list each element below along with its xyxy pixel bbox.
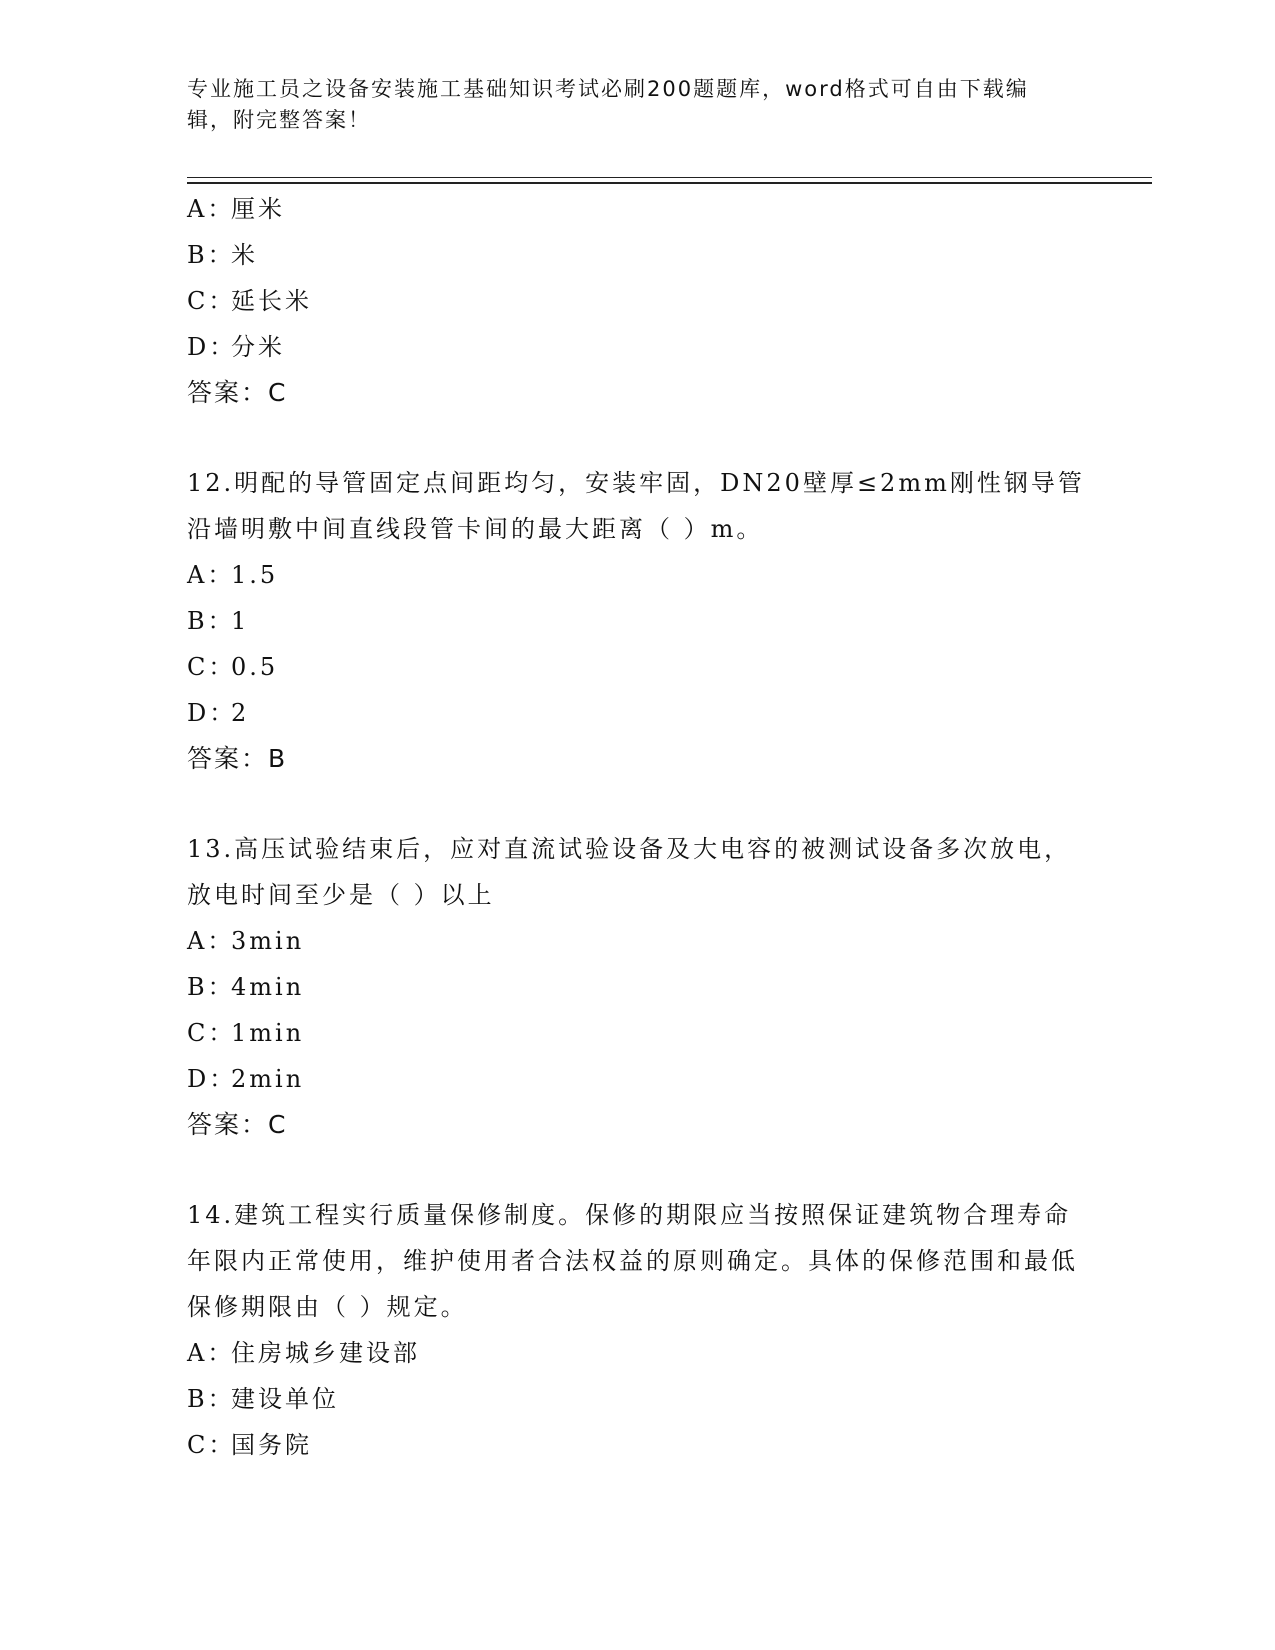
question-11 xyxy=(187,186,1087,416)
option-a xyxy=(187,552,1087,598)
option-label: B： xyxy=(187,607,235,635)
option-text: 延长米 xyxy=(231,287,312,315)
option-label: D： xyxy=(187,333,237,361)
question-stem: 14.建筑工程实行质量保修制度。保修的期限应当按照保证建筑物合理寿命年限内正常使用，维护使用者合法权益的原则确定。具体的保修范围和最低保修期限由（ ）规定。 xyxy=(187,1201,1078,1321)
option-label: A： xyxy=(187,927,235,955)
question-list xyxy=(187,186,1087,1468)
option-text: 1 xyxy=(231,607,250,635)
option-text: 住房城乡建设部 xyxy=(231,1339,420,1367)
option-text: 2min xyxy=(231,1065,305,1093)
option-label: D： xyxy=(187,1065,237,1093)
option-text: 2 xyxy=(231,699,250,727)
option-text: 分米 xyxy=(231,333,285,361)
option-d xyxy=(187,1056,1087,1102)
header-rule-bottom xyxy=(187,182,1152,184)
option-text: 厘米 xyxy=(231,195,285,223)
option-label: C： xyxy=(187,287,236,315)
option-c xyxy=(187,278,1087,324)
option-b xyxy=(187,232,1087,278)
option-b xyxy=(187,598,1087,644)
option-label: C： xyxy=(187,1019,236,1047)
option-a xyxy=(187,186,1087,232)
option-label: D： xyxy=(187,699,237,727)
option-text: 3min xyxy=(231,927,305,955)
question-stem: 12.明配的导管固定点间距均匀，安装牢固，DN20壁厚≤2mm刚性钢导管沿墙明敷中间直线段管卡间的最大距离（ ）m。 xyxy=(187,469,1085,543)
spacer xyxy=(187,1148,1087,1192)
option-label: A： xyxy=(187,1339,235,1367)
answer-line: 答案：C xyxy=(187,1110,288,1139)
option-d xyxy=(187,690,1087,736)
option-label: A： xyxy=(187,561,235,589)
answer-line: 答案：B xyxy=(187,744,288,773)
answer-line: 答案：C xyxy=(187,378,288,407)
option-label: C： xyxy=(187,1431,236,1459)
option-text: 1.5 xyxy=(231,561,279,589)
option-text: 0.5 xyxy=(231,653,279,681)
question-13 xyxy=(187,826,1087,1148)
option-text: 建设单位 xyxy=(231,1385,339,1413)
option-label: B： xyxy=(187,973,235,1001)
option-c xyxy=(187,1422,1087,1468)
option-b xyxy=(187,964,1087,1010)
option-text: 米 xyxy=(231,241,258,269)
option-text: 1min xyxy=(231,1019,305,1047)
option-label: B： xyxy=(187,241,235,269)
option-label: C： xyxy=(187,653,236,681)
option-a xyxy=(187,918,1087,964)
option-a xyxy=(187,1330,1087,1376)
page-header: 专业施工员之设备安装施工基础知识考试必刷200题题库，word格式可自由下载编辑，附完整答案！ xyxy=(187,77,1029,132)
option-text: 国务院 xyxy=(231,1431,312,1459)
question-stem: 13.高压试验结束后，应对直流试验设备及大电容的被测试设备多次放电，放电时间至少是（ ）以上 xyxy=(187,835,1072,909)
header-rule-top xyxy=(187,177,1152,178)
option-text: 4min xyxy=(231,973,305,1001)
option-label: B： xyxy=(187,1385,235,1413)
option-b xyxy=(187,1376,1087,1422)
option-label: A： xyxy=(187,195,235,223)
spacer xyxy=(187,782,1087,826)
option-c xyxy=(187,1010,1087,1056)
question-12 xyxy=(187,460,1087,782)
option-c xyxy=(187,644,1087,690)
spacer xyxy=(187,416,1087,460)
option-d xyxy=(187,324,1087,370)
question-14 xyxy=(187,1192,1087,1468)
